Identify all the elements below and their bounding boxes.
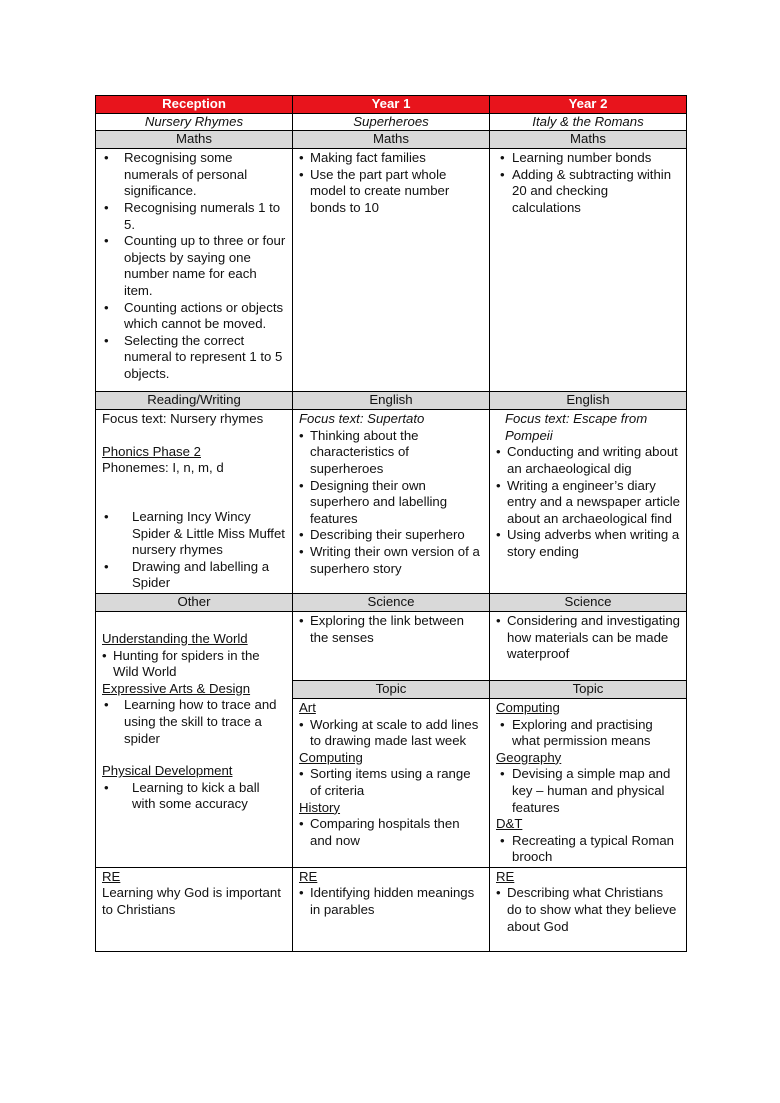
- subject-header: Topic: [293, 680, 490, 698]
- section-title: RE: [299, 868, 318, 884]
- list-item: • Exploring and practising what permission means: [496, 717, 680, 750]
- section-title: D&T: [496, 816, 523, 832]
- section-title: Understanding the World: [102, 630, 248, 646]
- list-item: • Describing their superhero: [299, 527, 483, 544]
- list-item: • Counting up to three or four objects by saying one number name for each item.: [102, 233, 286, 299]
- subject-header: English: [293, 392, 490, 410]
- year-2: Year 2: [490, 96, 687, 114]
- section-title: Geography: [496, 749, 562, 765]
- list-item: • Designing their own superhero and labelling features: [299, 478, 483, 528]
- subject-header: Maths: [490, 131, 687, 149]
- section-title: Art: [299, 699, 316, 715]
- section-title: Expressive Arts & Design: [102, 680, 251, 696]
- section-title: Computing: [299, 749, 363, 765]
- theme-reception: Nursery Rhymes: [96, 113, 293, 131]
- list-item: • Exploring the link between the senses: [299, 613, 483, 646]
- re-row: [96, 867, 687, 951]
- subject-header: Maths: [96, 131, 293, 149]
- english-year2-cell: [490, 410, 687, 594]
- list-item: • Adding & subtracting within 20 and checking calculations: [496, 167, 680, 217]
- list-item: • Describing what Christians do to show what they believe about God: [496, 885, 680, 935]
- re-year2-cell: [490, 867, 687, 951]
- list-item: • Working at scale to add lines to drawing made last week: [299, 717, 483, 750]
- list-item: • Conducting and writing about an archaeological dig: [496, 444, 680, 477]
- theme-year1: Superheroes: [293, 113, 490, 131]
- re-year1-cell: [293, 867, 490, 951]
- science-header-row: [96, 593, 687, 611]
- theme-year2: Italy & the Romans: [490, 113, 687, 131]
- list-item: • Drawing and labelling a Spider: [102, 559, 286, 592]
- list-item: • Hunting for spiders in the Wild World: [102, 648, 286, 681]
- phonemes-text: Phonemes: I, n, m, d: [102, 460, 224, 476]
- list-item: • Considering and investigating how materials can be made waterproof: [496, 613, 680, 663]
- list-item: • Learning how to trace and using the skill to trace a spider: [102, 697, 286, 747]
- topic-year2-cell: [490, 698, 687, 867]
- re-reception-cell: [96, 867, 293, 951]
- subject-header: Science: [293, 593, 490, 611]
- subject-header: English: [490, 392, 687, 410]
- list-item: • Thinking about the characteristics of superheroes: [299, 428, 483, 478]
- other-reception-cell: [96, 611, 293, 867]
- list-item: • Using adverbs when writing a story ending: [496, 527, 680, 560]
- subject-header: Science: [490, 593, 687, 611]
- science-row: [96, 611, 687, 680]
- list-item: • Selecting the correct numeral to represent 1 to 5 objects.: [102, 333, 286, 383]
- focus-text: Focus text: Nursery rhymes: [102, 411, 264, 427]
- topic-year1-cell: [293, 698, 490, 867]
- science-year2-cell: [490, 611, 687, 680]
- list-item: • Sorting items using a range of criteria: [299, 766, 483, 799]
- list-item: • Learning number bonds: [496, 150, 680, 167]
- phonics-title: Phonics Phase 2: [102, 443, 201, 459]
- list-item: • Recognising some numerals of personal significance.: [102, 150, 286, 200]
- list-item: • Devising a simple map and key – human and physical features: [496, 766, 680, 816]
- focus-text: Focus text: Supertato: [299, 411, 425, 427]
- maths-row: [96, 149, 687, 392]
- list-item: • Recreating a typical Roman brooch: [496, 833, 680, 866]
- year-reception: Reception: [96, 96, 293, 114]
- focus-text: Focus text: Escape from Pompeii: [505, 411, 648, 443]
- reading-reception-cell: [96, 410, 293, 594]
- subject-header: Topic: [490, 680, 687, 698]
- list-item: • Use the part part whole model to create number bonds to 10: [299, 167, 483, 217]
- science-year1-cell: [293, 611, 490, 680]
- english-header-row: [96, 392, 687, 410]
- section-title: History: [299, 799, 341, 815]
- subject-header: Other: [96, 593, 293, 611]
- list-item: • Making fact families: [299, 150, 483, 167]
- section-title: Computing: [496, 699, 560, 715]
- english-year1-cell: [293, 410, 490, 594]
- section-title: RE: [496, 868, 515, 884]
- maths-year2-cell: [490, 149, 687, 392]
- list-item: • Recognising numerals 1 to 5.: [102, 200, 286, 233]
- english-row: [96, 410, 687, 594]
- subject-header: Maths: [293, 131, 490, 149]
- maths-header-row: [96, 131, 687, 149]
- curriculum-table: [95, 95, 687, 952]
- section-title: Physical Development: [102, 763, 233, 779]
- maths-year1-cell: [293, 149, 490, 392]
- list-item: • Writing their own version of a superhero story: [299, 544, 483, 577]
- maths-reception-cell: [96, 149, 293, 392]
- theme-row: [96, 113, 687, 131]
- year-header-row: [96, 96, 687, 114]
- list-item: • Learning Incy Wincy Spider & Little Miss Muffet nursery rhymes: [102, 509, 286, 559]
- list-item: • Counting actions or objects which cannot be moved.: [102, 300, 286, 333]
- section-title: RE: [102, 868, 121, 884]
- re-text: Learning why God is important to Christians: [102, 885, 281, 918]
- list-item: • Learning to kick a ball with some accuracy: [102, 780, 286, 813]
- list-item: • Comparing hospitals then and now: [299, 816, 483, 849]
- subject-header: Reading/Writing: [96, 392, 293, 410]
- list-item: • Identifying hidden meanings in parables: [299, 885, 483, 918]
- year-1: Year 1: [293, 96, 490, 114]
- list-item: • Writing a engineer’s diary entry and a newspaper article about an archaeological find: [496, 478, 680, 528]
